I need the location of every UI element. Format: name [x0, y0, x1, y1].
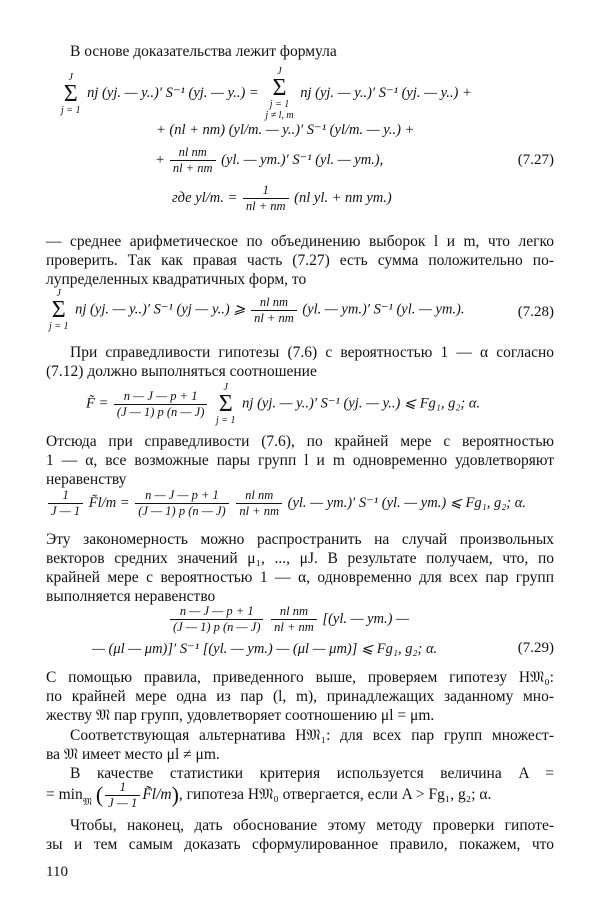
text-line: неравенству [46, 471, 127, 488]
formula-727-line3: + $\frac{\text{nl nm}}{nl + nm}$ (yl. — ym.)′ S⁻¹ (yl. — ym.), [156, 145, 384, 175]
text-line: Соответствующая альтернатива H𝔐₁: для всех пар групп множест- [70, 727, 554, 744]
formula-729-line1: $\frac{n — J — p + 1}{(J — 1) p (n — J)}$ $\frac{\text{nl nm}}{nl + nm}$ [(yl. — ym.) — [168, 604, 409, 635]
text-line: 1 — α, все возможные пары групп l и m одновременно удовлетворяют [46, 452, 554, 469]
text-line: Чтобы, наконец, дать обоснование этому методу проверки гипоте- [70, 817, 554, 834]
text-line: В качестве статистики критерия используется величина A = [70, 765, 554, 782]
text-line: крайней мере с вероятностью 1 — α, одновременно для всех пар групп [46, 569, 554, 586]
sum-symbol: J Σ j = 1 [49, 288, 69, 332]
text-line: В основе доказательства лежит формула [70, 43, 337, 60]
text-line: выполняется неравенство [46, 588, 216, 605]
text-line: Эту закономерность можно распространить на случай произвольных [46, 531, 554, 548]
equation-number: (7.29) [517, 640, 554, 656]
sum-symbol: J Σ j = 1 j ≠ l, m [265, 66, 294, 121]
formula-728: J Σ j = 1 nj (yj. — y..)′ S⁻¹ (yj — y..) ⩾ $\frac{\text{nl nm}}{nl + nm}$ (yl. — ym.)′ S⁻¹ (yl. — ym.). [49, 288, 465, 332]
sum-symbol: J Σ j = 1 [216, 382, 236, 426]
formula-f-tilde: F̃ = $\frac{n — J — p + 1}{(J — 1) p (n — J)}$ J Σ j = 1 nj (yj. — y..)′ S⁻¹ (yj. — y..) ⩽ Fg₁, g₂; α. [86, 382, 481, 426]
text-line-with-min: = $\min_𝔐$ ( $\frac{1}{J — 1}$ F̃l/m), гипотеза H𝔐₀ отвергается, если A > Fg₁, g₂; α. [46, 780, 492, 810]
text-line: ва 𝔐 имеет место μl ≠ μm. [46, 746, 220, 763]
text-line: зы и тем самым доказать сформулированное правило, покажем, что [46, 836, 554, 853]
text-line: лупределенных квадратичных форм, то [46, 271, 307, 288]
text-line: При справедливости гипотезы (7.6) с вероятностью 1 — α согласно [70, 344, 554, 361]
text-line: — среднее арифметическое по объединению выборок l и m, что легко [46, 233, 554, 250]
formula-f-lm: $\frac{1}{J — 1}$ F̃l/m = $\frac{n — J — p + 1}{(J — 1) p (n — J)}$ $\frac{\text{nl nm}}{nl + nm}$ (yl. — ym.)′ S⁻¹ (yl. — ym.) ⩽ Fg₁, g₂; α. [46, 488, 526, 519]
equation-number: (7.28) [517, 304, 554, 320]
formula-727-line4: где yl/m. = $\frac{1}{nl + nm}$ (nl yl. + nm ym.) [172, 183, 392, 213]
text-line: векторов средних значений μ₁, ..., μJ. В результате получаем, что, по [46, 550, 554, 567]
text-line: С помощью правила, приведенного выше, проверяем гипотезу H𝔐₀: [46, 669, 554, 686]
formula-727-line1: J Σ j = 1 nj (yj. — y..)′ S⁻¹ (yj. — y..) = J Σ j = 1 j ≠ l, m nj (yj. — y..)′ S⁻¹ (yj. — y..) + [61, 66, 472, 121]
text-line: (7.12) должно выполняться соотношение [46, 363, 317, 380]
formula-727-line2: + (nl + nm) (yl/m. — y..)′ S⁻¹ (yl/m. — y..) + [156, 122, 415, 138]
formula-729-line2: — (μl — μm)]′ S⁻¹ [(yl. — ym.) — (μl — μm)] ⩽ Fg₁, g₂; α. [92, 641, 438, 657]
text-line: проверить. Так как правая часть (7.27) есть сумма положительно по- [46, 252, 554, 269]
page-number: 110 [46, 864, 68, 880]
text-line: по крайней мере одна из пар (l, m), принадлежащих заданному мно- [46, 688, 554, 705]
equation-number: (7.27) [517, 152, 554, 168]
text-line: Отсюда при справедливости (7.6), по крайней мере с вероятностью [46, 433, 554, 450]
text-line: жеству 𝔐 пар групп, удовлетворяет соотношению μl = μm. [46, 707, 435, 724]
sum-symbol: J Σ j = 1 [61, 71, 81, 116]
